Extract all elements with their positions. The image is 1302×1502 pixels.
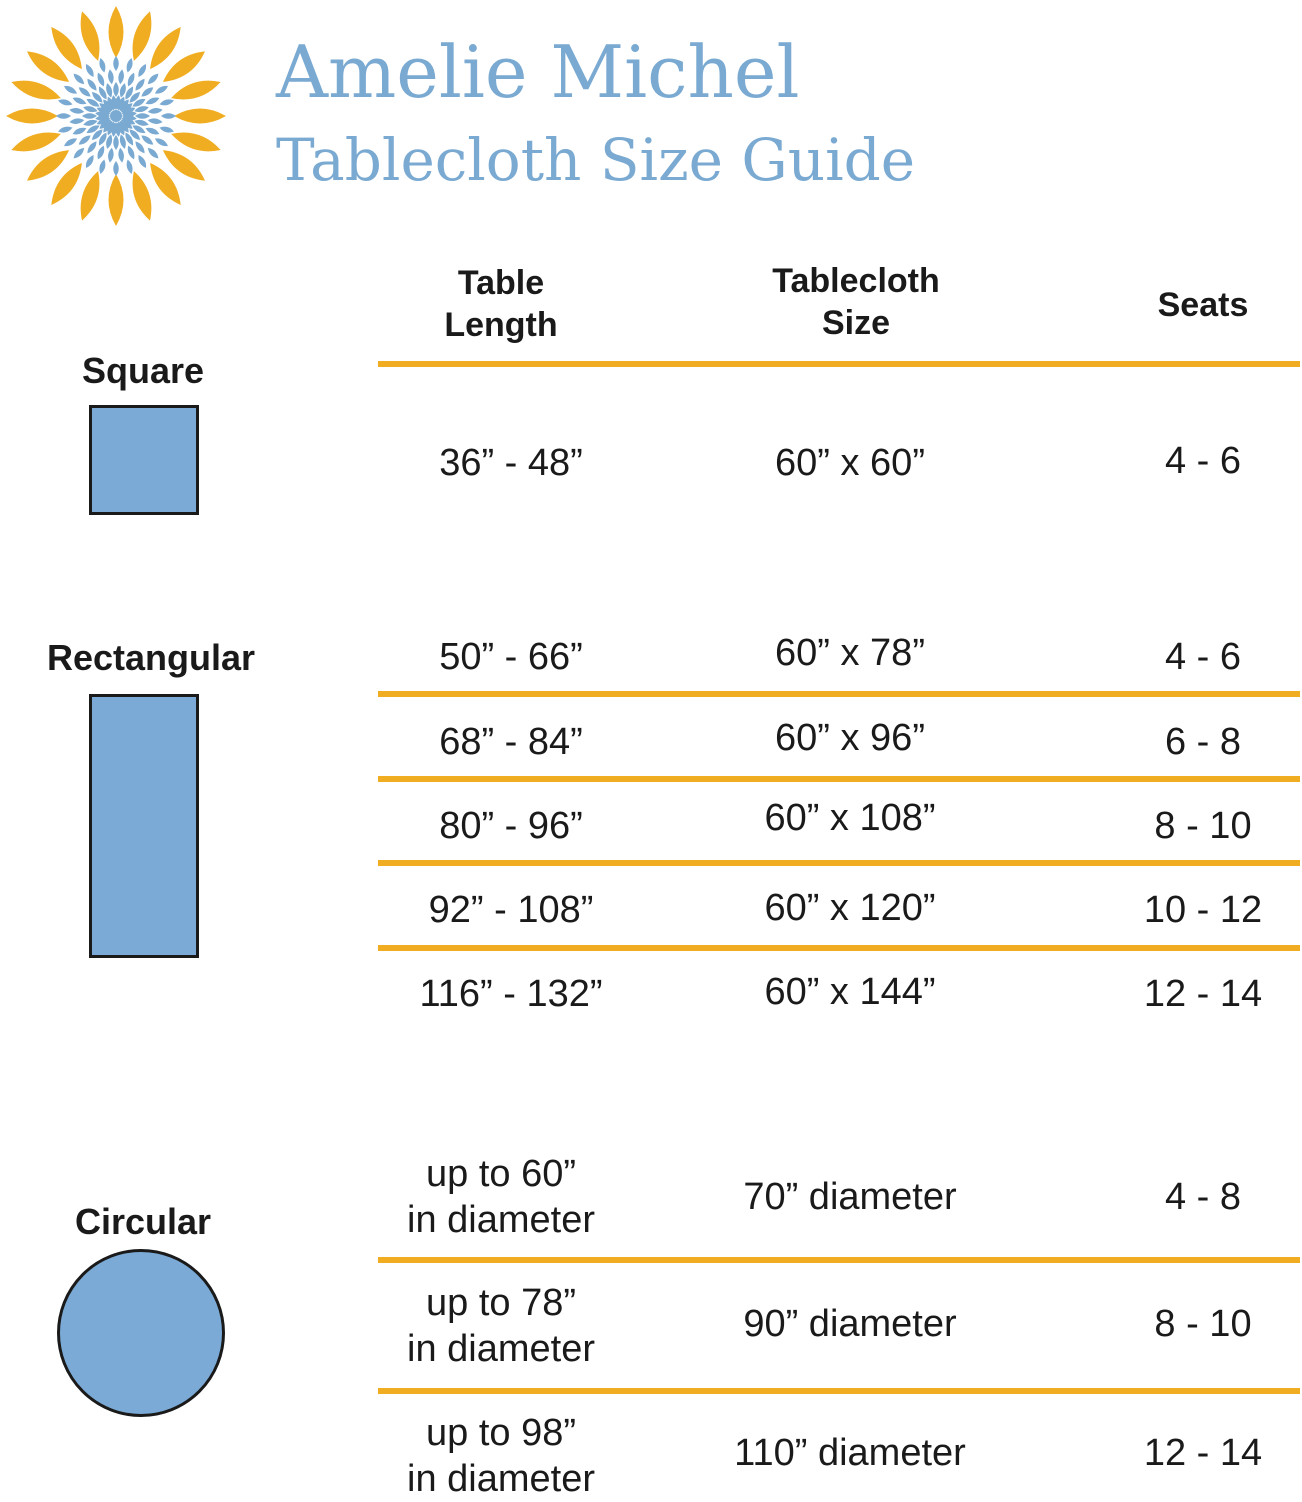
section-label-square: Square	[81, 350, 205, 391]
row-divider	[378, 691, 1300, 697]
circ-row-3-length: up to 98” in diameter	[407, 1412, 595, 1500]
rect-row-2-seats: 6 - 8	[1164, 721, 1242, 763]
row-divider	[378, 1388, 1300, 1394]
column-header-seats: Seats	[1157, 286, 1249, 324]
circular-table-icon	[57, 1249, 225, 1417]
rect-row-3-size: 60” x 108”	[764, 797, 936, 839]
row-divider	[378, 945, 1300, 951]
column-header-tablecloth-size: Tablecloth Size	[772, 262, 940, 342]
rect-row-2-length: 68” - 84”	[439, 721, 583, 763]
square-row-1-size: 60” x 60”	[775, 442, 925, 484]
circ-row-2-size: 90” diameter	[743, 1303, 957, 1345]
circ-row-3-seats: 12 - 14	[1143, 1432, 1263, 1474]
rect-row-5-seats: 12 - 14	[1143, 973, 1263, 1015]
circ-row-3-size: 110” diameter	[734, 1432, 966, 1474]
rect-row-4-size: 60” x 120”	[764, 887, 936, 929]
row-divider	[378, 776, 1300, 782]
circ-row-2-seats: 8 - 10	[1154, 1303, 1252, 1345]
rectangular-table-icon	[89, 694, 199, 958]
column-header-table-length: Table Length	[444, 264, 558, 344]
rect-row-5-size: 60” x 144”	[764, 971, 936, 1013]
brand-name: Amelie Michel	[276, 30, 800, 114]
square-table-icon	[89, 405, 199, 515]
rect-row-1-seats: 4 - 6	[1164, 636, 1242, 678]
rect-row-1-length: 50” - 66”	[439, 636, 583, 678]
rect-row-4-seats: 10 - 12	[1143, 889, 1263, 931]
circ-row-2-length: up to 78” in diameter	[407, 1282, 595, 1370]
page-title: Tablecloth Size Guide	[276, 126, 916, 194]
rect-row-4-length: 92” - 108”	[428, 889, 594, 931]
rect-row-5-length: 116” - 132”	[419, 973, 603, 1015]
square-row-1-length: 36” - 48”	[439, 442, 583, 484]
circ-row-1-length: up to 60” in diameter	[407, 1153, 595, 1241]
circ-row-1-size: 70” diameter	[743, 1176, 957, 1218]
rect-row-1-size: 60” x 78”	[775, 632, 925, 674]
sunflower-logo-icon	[4, 4, 228, 228]
rect-row-3-length: 80” - 96”	[439, 805, 583, 847]
circ-row-1-seats: 4 - 8	[1164, 1176, 1242, 1218]
section-label-rectangular: Rectangular	[46, 637, 256, 678]
rect-row-2-size: 60” x 96”	[775, 717, 925, 759]
row-divider	[378, 1257, 1300, 1263]
header-divider	[378, 361, 1300, 367]
square-row-1-seats: 4 - 6	[1164, 440, 1242, 482]
section-label-circular: Circular	[74, 1201, 212, 1242]
rect-row-3-seats: 8 - 10	[1154, 805, 1252, 847]
row-divider	[378, 860, 1300, 866]
